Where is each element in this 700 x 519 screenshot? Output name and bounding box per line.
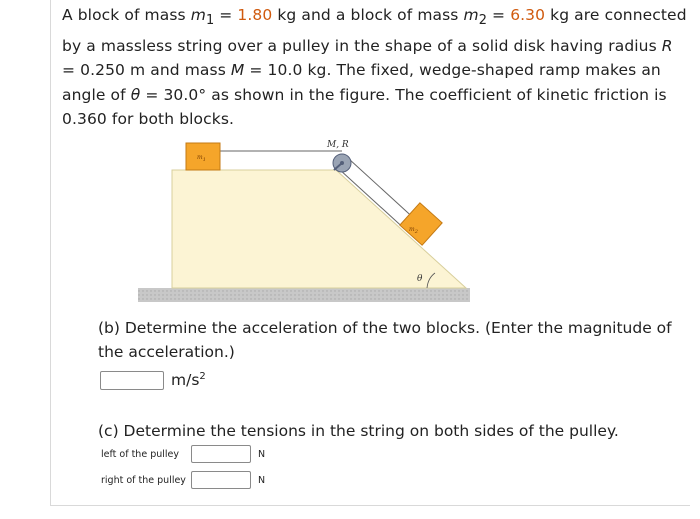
ground xyxy=(138,288,470,302)
block-m1-label: $m_1$ xyxy=(197,154,206,163)
block-m2-label: $m_2$ xyxy=(409,226,418,235)
acceleration-unit: $m/s^2$ xyxy=(171,371,206,390)
part-c-question: (c) Determine the tensions in the string on both sides of the pulley. xyxy=(98,422,619,440)
problem-statement xyxy=(62,3,687,132)
angle-label: θ xyxy=(417,274,423,284)
part-b-answer xyxy=(100,371,206,390)
radius-symbol: R xyxy=(661,36,673,55)
part-b-question: (b) Determine the acceleration of the two blocks. (Enter the magnitude of the acceleration.) xyxy=(98,319,672,361)
tension-left-input[interactable] xyxy=(191,445,251,463)
acceleration-input[interactable] xyxy=(100,371,164,390)
tension-right-row xyxy=(101,471,265,489)
m2-subscript: 2 xyxy=(478,13,488,29)
theta-symbol: θ xyxy=(130,85,141,104)
tension-left-label: left of the pulley xyxy=(101,448,179,460)
pulley-label: M, R xyxy=(327,140,349,150)
problem-text: A block of mass xyxy=(62,6,191,24)
content-frame-left xyxy=(50,0,51,506)
problem-text: = 10.0 kg. The fixed, wedge-shaped ramp makes an angle of xyxy=(62,61,661,104)
problem-text: = 0.250 m and mass xyxy=(62,61,231,80)
ramp-figure xyxy=(138,130,470,302)
tension-right-input[interactable] xyxy=(191,471,251,489)
equals-sign: = xyxy=(214,6,238,24)
m2-value: 6.30 xyxy=(510,6,546,24)
m1-symbol: m xyxy=(190,6,206,24)
problem-text: kg are connected by a massless string over a pulley in the shape of a solid disk having radius xyxy=(62,6,687,55)
m2-symbol: m xyxy=(463,6,479,24)
tension-left-unit: N xyxy=(258,448,266,460)
pulley-mass-symbol: M xyxy=(230,61,245,80)
problem-text: kg and a block of mass xyxy=(272,6,464,24)
content-frame-bottom xyxy=(50,505,690,506)
problem-text: = 30.0° as shown in the figure. The coefficient of kinetic friction is 0.360 for both blocks. xyxy=(62,85,667,129)
equals-sign: = xyxy=(487,6,511,24)
tension-right-unit: N xyxy=(258,474,266,486)
m1-subscript: 1 xyxy=(205,13,215,29)
tension-left-row xyxy=(101,445,265,463)
tension-right-label: right of the pulley xyxy=(101,474,186,486)
m1-value: 1.80 xyxy=(237,6,273,24)
